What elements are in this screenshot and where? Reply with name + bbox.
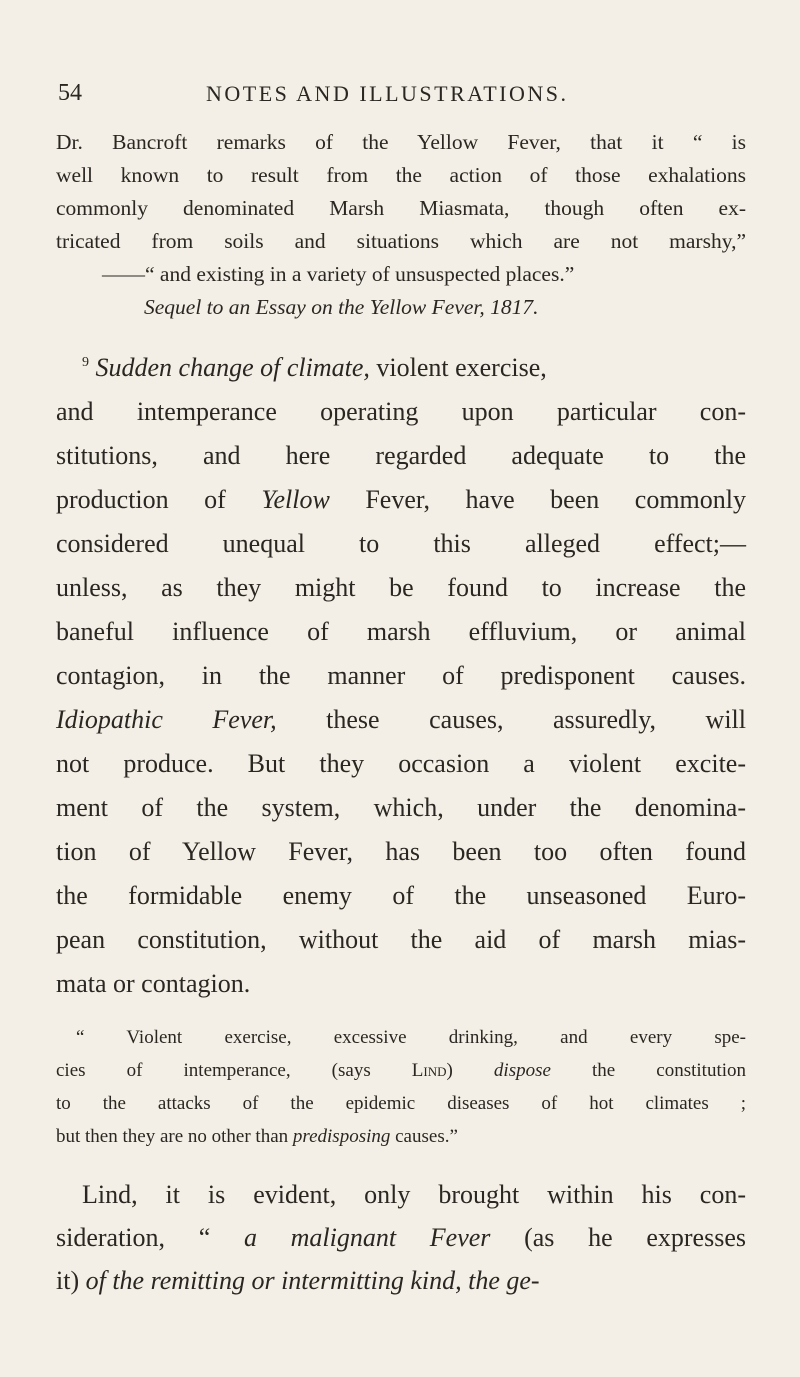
lind-line-1: “ Violent exercise, excessive drinking, and every spe- — [76, 1027, 746, 1048]
closing-line-3b: of the remitting or intermitting kind, the ge- — [85, 1266, 540, 1295]
note9-line-4 — [56, 485, 746, 515]
note9-line-4b: Yellow — [261, 485, 330, 514]
lind-line-2c: ) — [446, 1060, 494, 1081]
page-number: 54 — [58, 80, 82, 106]
closing-line-2c: (as he expresses — [490, 1223, 746, 1252]
closing-line-1: Lind, it is evident, only brought within his con- — [82, 1180, 746, 1209]
lind-line-4 — [56, 1126, 458, 1148]
lind-line-2a: cies of intemperance, (says — [56, 1060, 412, 1081]
page-header — [58, 80, 738, 114]
citation-text: Sequel to an Essay on the Yellow Fever, 1817. — [144, 295, 539, 319]
note9-line-11: ment of the system, which, under the denomina- — [56, 793, 746, 822]
footnote-marker: 9 — [82, 355, 89, 370]
bancroft-line-4: tricated from soils and situations which are not marshy,” — [56, 229, 746, 253]
lind-name: Lind — [411, 1060, 447, 1081]
lind-line-2 — [56, 1060, 746, 1082]
note9-line-5: considered unequal to this alleged effect;— — [56, 529, 746, 558]
note9-line-9b: these causes, assuredly, will — [276, 705, 746, 734]
note9-line-12: tion of Yellow Fever, has been too often found — [56, 837, 746, 866]
note9-italic-heading: Sudden change of climate, — [95, 353, 370, 382]
lind-dispose: dispose — [493, 1060, 551, 1081]
note9-line-1 — [82, 353, 746, 383]
note9-line-6: unless, as they might be found to increase the — [56, 573, 746, 602]
note9-idiopathic: Idiopathic Fever, — [56, 705, 277, 734]
note9-line-1-rest: violent exercise, — [369, 353, 547, 382]
note9-line-8: contagion, in the manner of predisponent causes. — [56, 661, 746, 690]
closing-malignant-fever: a malignant Fever — [243, 1223, 491, 1252]
closing-line-2 — [56, 1223, 746, 1253]
note9-line-10: not produce. But they occasion a violent excite- — [56, 749, 746, 778]
closing-line-2a: sideration, “ — [56, 1223, 244, 1252]
bancroft-line-3: commonly denominated Marsh Miasmata, though often ex- — [56, 196, 746, 220]
running-title: NOTES AND ILLUSTRATIONS. — [206, 81, 569, 106]
note9-line-7: baneful influence of marsh effluvium, or animal — [56, 617, 746, 646]
lind-line-4a: but then they are no other than — [56, 1126, 293, 1147]
lind-line-2e: the constitution — [550, 1060, 747, 1081]
note9-line-14: pean constitution, without the aid of marsh mias- — [56, 925, 746, 954]
note9-line-9 — [56, 705, 746, 735]
bancroft-line-1: Dr. Bancroft remarks of the Yellow Fever, that it “ is — [56, 130, 746, 154]
note9-line-3: stitutions, and here regarded adequate to the — [56, 441, 746, 470]
closing-line-3 — [56, 1266, 540, 1296]
note9-line-4c: Fever, have been commonly — [329, 485, 746, 514]
lind-line-3: to the attacks of the epidemic diseases of hot climates ; — [56, 1093, 746, 1114]
bancroft-line-2: well known to result from the action of those exhalations — [56, 163, 746, 187]
note9-line-4a: production of — [56, 485, 262, 514]
citation-sequel — [144, 295, 539, 320]
note9-line-2: and intemperance operating upon particular con- — [56, 397, 746, 426]
closing-line-3a: it) — [56, 1266, 86, 1295]
lind-line-4c: causes.” — [390, 1126, 458, 1147]
lind-predisposing: predisposing — [292, 1126, 391, 1147]
note9-line-15: mata or contagion. — [56, 969, 251, 998]
note9-line-13: the formidable enemy of the unseasoned Euro- — [56, 881, 746, 910]
bancroft-line-5: ——“ and existing in a variety of unsuspected places.” — [102, 262, 575, 286]
